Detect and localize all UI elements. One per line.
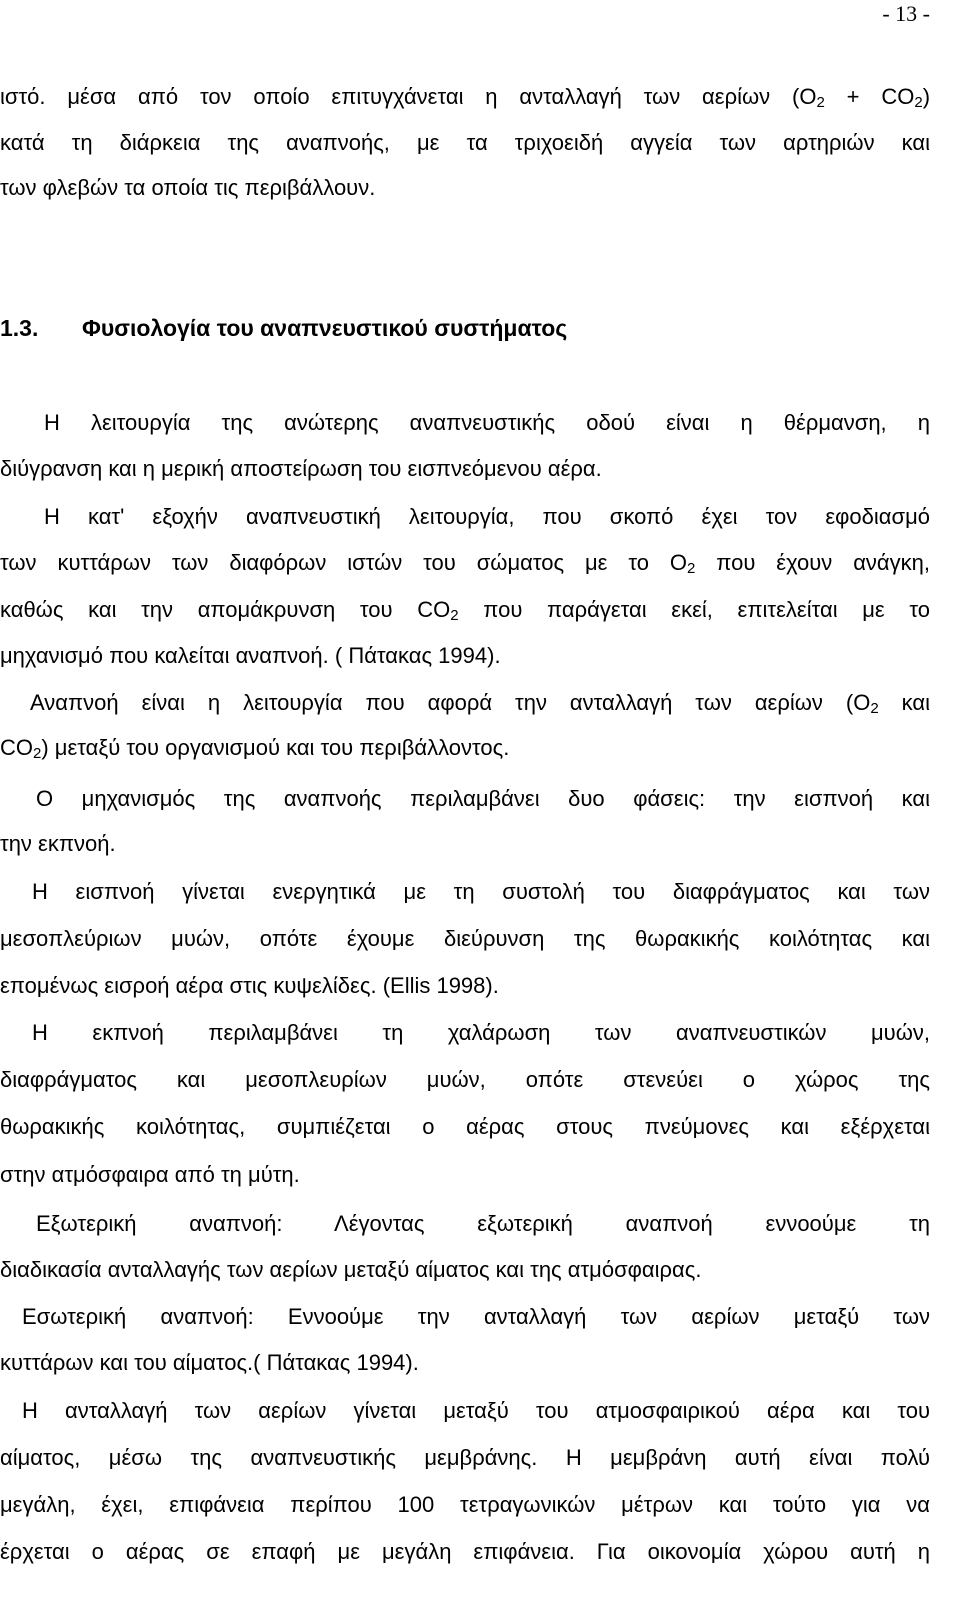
section-title: Φυσιολογία του αναπνευστικού συστήματος xyxy=(82,315,568,341)
subscript: 2 xyxy=(687,560,696,577)
text-run: ιστό. μέσα από τον οποίο επιτυγχάνεται η ανταλλαγή των αερίων (O xyxy=(0,84,817,109)
text-line: των φλεβών τα οποία τις περιβάλλουν. xyxy=(0,175,376,200)
text-line xyxy=(0,548,930,578)
text-line: κατά τη διάρκεια της αναπνοής, με τα τριχοειδή αγγεία των αρτηριών και xyxy=(0,130,930,155)
text-line: διαφράγματος και μεσοπλευρίων μυών, οπότε στενεύει ο χώρος της xyxy=(0,1067,930,1092)
subscript: 2 xyxy=(450,607,459,624)
text-line: Ο μηχανισμός της αναπνοής περιλαμβάνει δυο φάσεις: την εισπνοή και xyxy=(36,786,930,811)
text-line: διύγρανση και η μερική αποστείρωση του εισπνεόμενου αέρα. xyxy=(0,456,602,481)
text-run: CO xyxy=(0,735,33,760)
text-line: στην ατμόσφαιρα από τη μύτη. xyxy=(0,1162,300,1187)
text-line: μεσοπλεύριων μυών, οπότε έχουμε διεύρυνση της θωρακικής κοιλότητας και xyxy=(0,926,930,951)
text-run: που έχουν ανάγκη, xyxy=(695,550,930,575)
text-run: ) μεταξύ του οργανισμού και του περιβάλλοντος. xyxy=(41,735,510,760)
section-heading xyxy=(0,313,567,343)
text-run: των κυττάρων των διαφόρων ιστών του σώματος με το O xyxy=(0,550,687,575)
text-line: Εξωτερική αναπνοή: Λέγοντας εξωτερική αναπνοή εννοούμε τη xyxy=(36,1211,930,1236)
subscript: 2 xyxy=(33,745,42,762)
text-line: Η ανταλλαγή των αερίων γίνεται μεταξύ του ατμοσφαιρικού αέρα και του xyxy=(22,1398,930,1423)
text-line: Εσωτερική αναπνοή: Εννοούμε την ανταλλαγή των αερίων μεταξύ των xyxy=(22,1304,930,1329)
text-run: ) xyxy=(922,84,931,109)
text-line: μηχανισμό που καλείται αναπνοή. ( Πάτακας 1994). xyxy=(0,643,501,668)
text-run: Αναπνοή είναι η λειτουργία που αφορά την ανταλλαγή των αερίων (O xyxy=(30,690,871,715)
subscript: 2 xyxy=(870,700,879,717)
text-line: Η κατ' εξοχήν αναπνευστική λειτουργία, που σκοπό έχει τον εφοδιασμό xyxy=(44,504,930,529)
text-line: Η εκπνοή περιλαμβάνει τη χαλάρωση των αναπνευστικών μυών, xyxy=(32,1020,930,1045)
text-line: μεγάλη, έχει, επιφάνεια περίπου 100 τετραγωνικών μέτρων και τούτο για να xyxy=(0,1492,930,1517)
text-line xyxy=(0,733,930,763)
text-line: επομένως εισροή αέρα στις κυψελίδες. (Ellis 1998). xyxy=(0,973,499,998)
text-line: θωρακικής κοιλότητας, συμπιέζεται ο αέρας στους πνεύμονες και εξέρχεται xyxy=(0,1114,930,1139)
text-line xyxy=(0,688,930,718)
text-run: καθώς και την απομάκρυνση του CO xyxy=(0,597,451,622)
text-line xyxy=(0,82,930,112)
text-run: που παράγεται εκεί, επιτελείται με το xyxy=(458,597,930,622)
section-number: 1.3. xyxy=(0,315,39,341)
text-line: διαδικασία ανταλλαγής των αερίων μεταξύ αίματος και της ατμόσφαιρας. xyxy=(0,1257,702,1282)
text-line: Η λειτουργία της ανώτερης αναπνευστικής οδού είναι η θέρμανση, η xyxy=(44,410,930,435)
text-line xyxy=(0,595,930,625)
text-line: έρχεται ο αέρας σε επαφή με μεγάλη επιφάνεια. Για οικονομία χώρου αυτή η xyxy=(0,1539,930,1564)
subscript: 2 xyxy=(914,94,923,111)
text-line: αίματος, μέσω της αναπνευστικής μεμβράνης. Η μεμβράνη αυτή είναι πολύ xyxy=(0,1445,930,1470)
text-line: Η εισπνοή γίνεται ενεργητικά με τη συστολή του διαφράγματος και των xyxy=(32,879,930,904)
text-run: και xyxy=(878,690,930,715)
subscript: 2 xyxy=(816,94,825,111)
text-line: κυττάρων και του αίματος.( Πάτακας 1994). xyxy=(0,1350,419,1375)
text-run: + CO xyxy=(824,84,915,109)
page-number: - 13 - xyxy=(882,1,930,26)
text-line: την εκπνοή. xyxy=(0,831,116,856)
